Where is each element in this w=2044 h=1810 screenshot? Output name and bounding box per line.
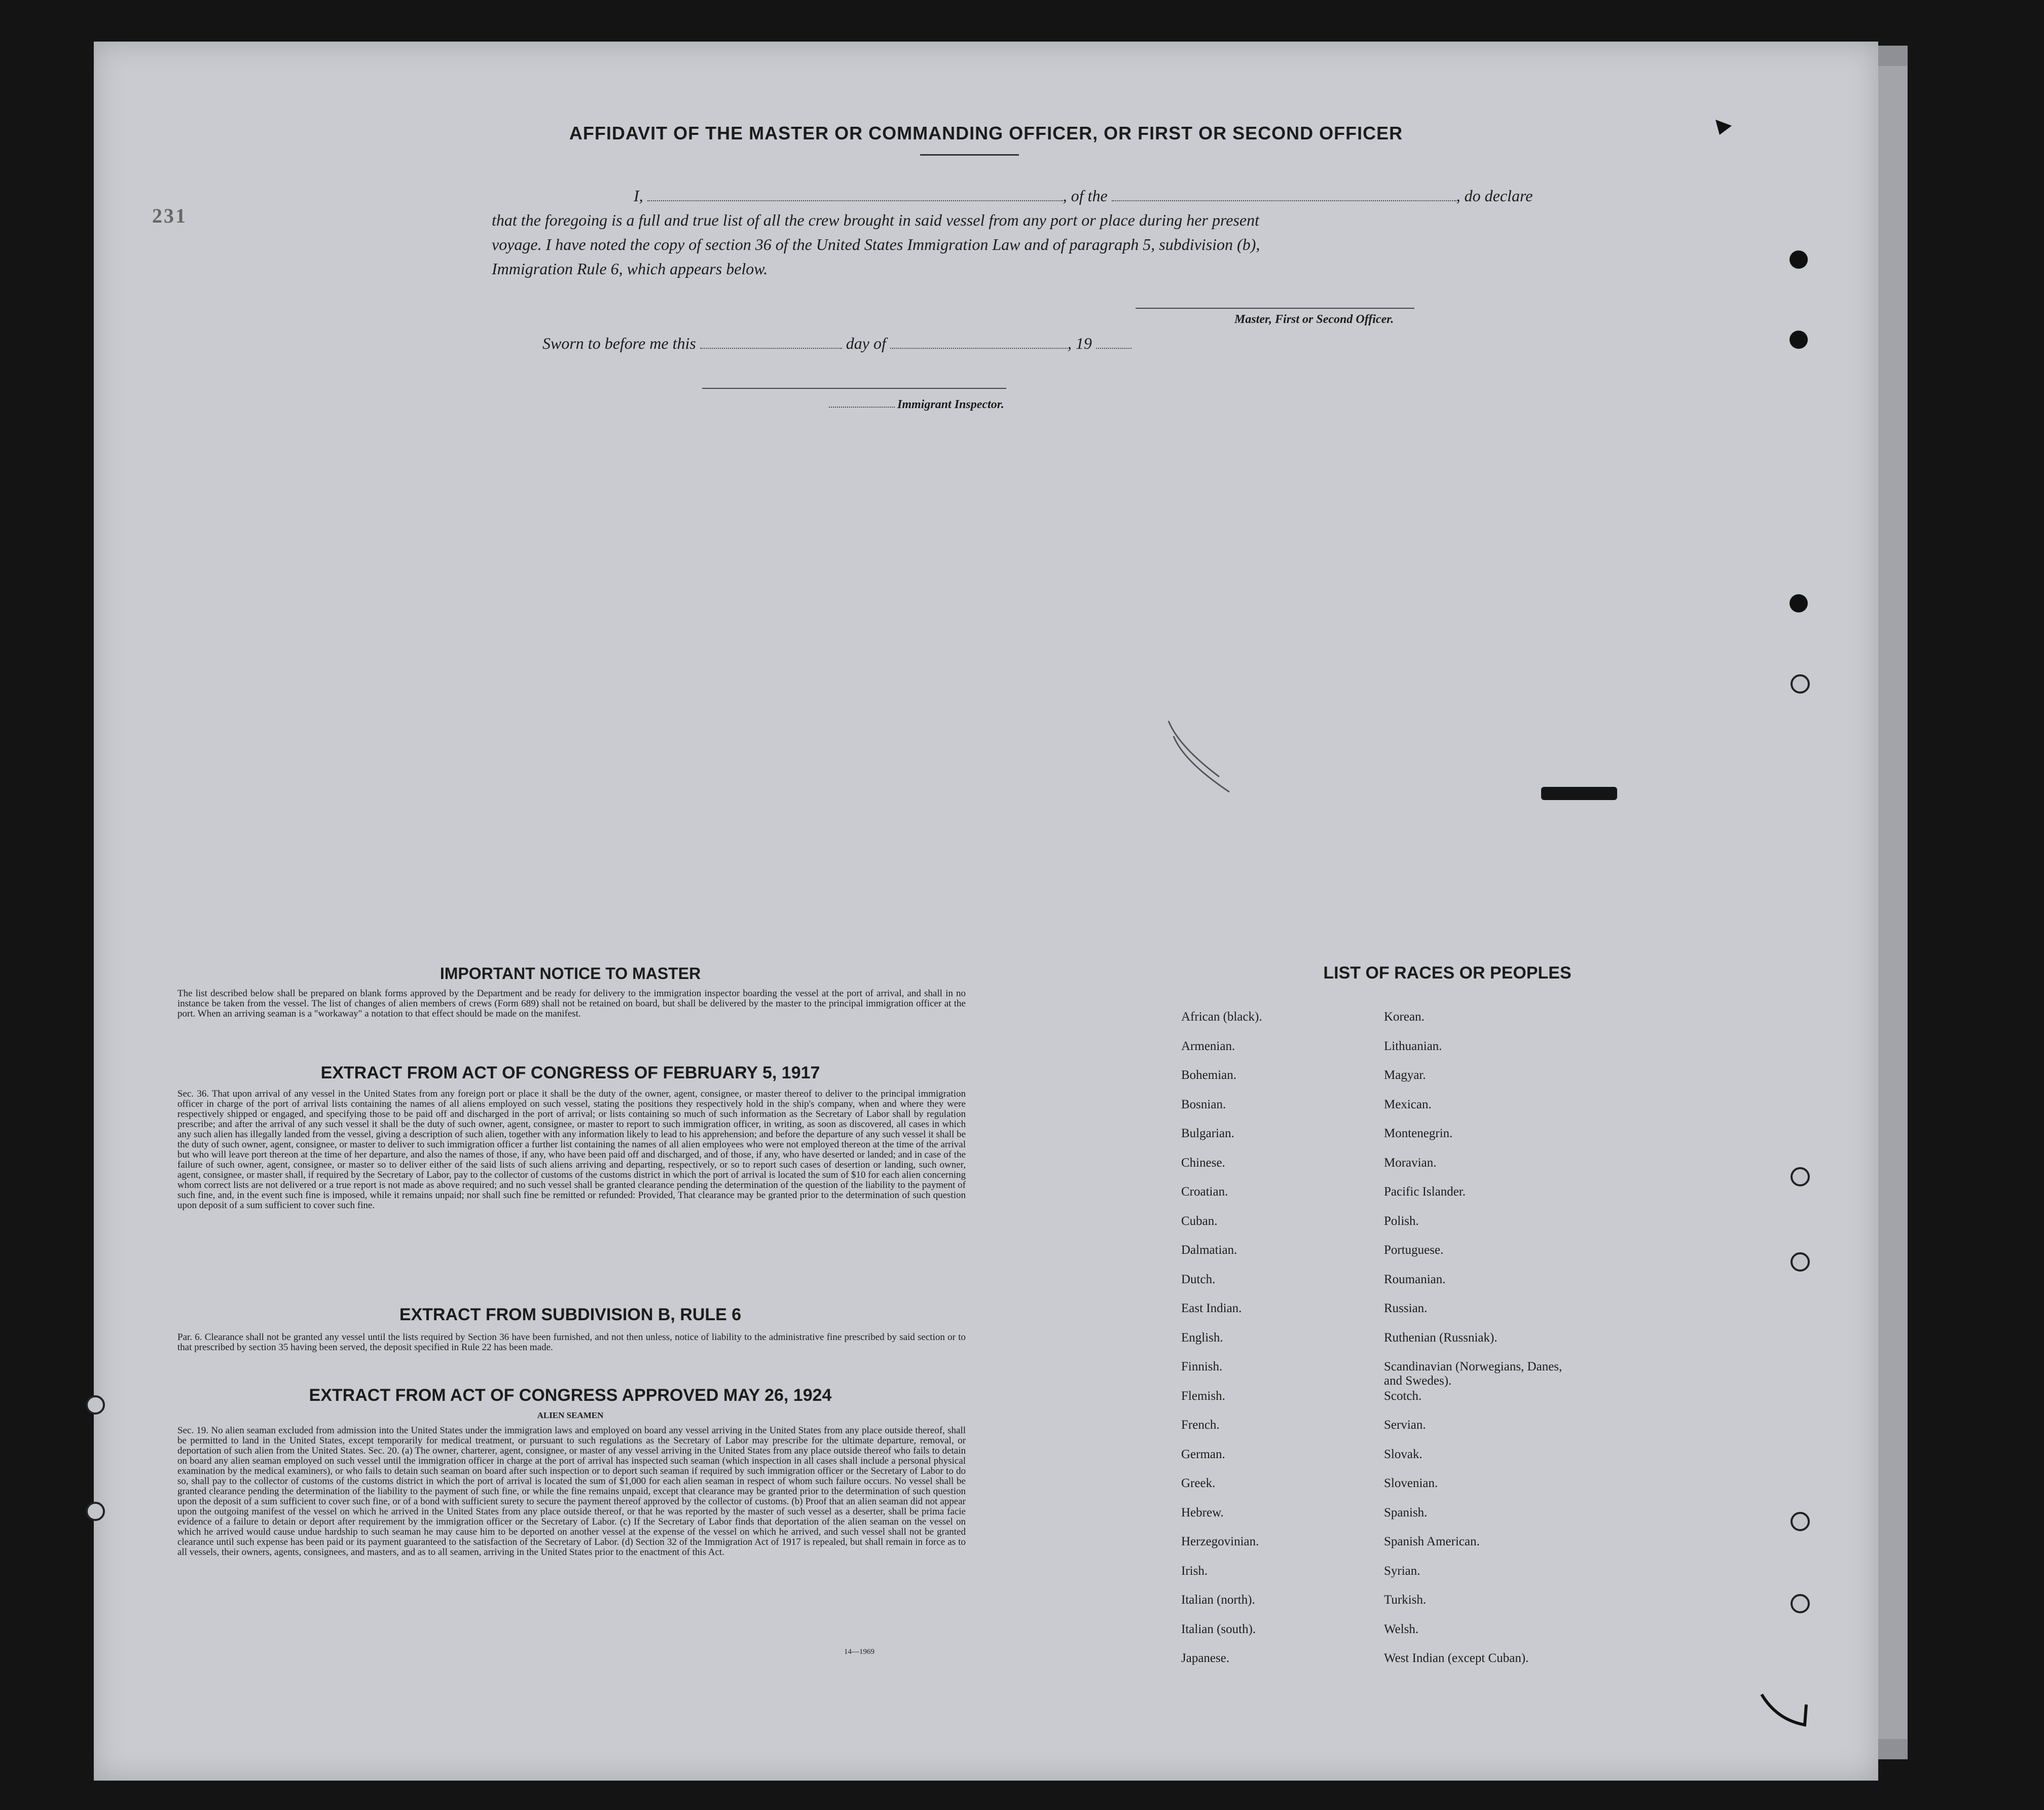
binder-hole	[1790, 250, 1808, 269]
name-field[interactable]	[647, 188, 1063, 201]
extract-rule6-title: EXTRACT FROM SUBDIVISION B, RULE 6	[399, 1305, 742, 1324]
race-item: Moravian.	[1384, 1155, 1437, 1170]
sworn-year: , 19	[1067, 334, 1092, 352]
declaration-line-1	[492, 184, 1607, 208]
race-item: Greek.	[1181, 1476, 1216, 1490]
notice-text: The list described below shall be prepared on blank forms approved by the Department and be ready for delivery to the immigration inspector boarding the vessel at the port of arrival, and shall in no instance be taken from the vessel. The list of changes of alien members of crews (Form 689) shall not be retained on board, but shall be delivered by the master to the principal immigration officer at the port. When an arriving seaman is a "workaway" a notation to that effect should be made on the manifest.	[177, 988, 966, 1019]
race-item: Japanese.	[1181, 1651, 1230, 1665]
extract-rule6-text: Par. 6. Clearance shall not be granted any vessel until the lists required by Section 36 have been furnished, and not then unless, notice of liability to the administrative fine prescribed by said section or to that prescribed by section 35 having been served, the deposit specified in Rule 22 has been made.	[177, 1332, 966, 1353]
race-item: Croatian.	[1181, 1185, 1228, 1199]
race-item: Bulgarian.	[1181, 1127, 1234, 1140]
master-signature-line[interactable]	[1136, 308, 1414, 309]
sworn-year-field[interactable]	[1096, 336, 1132, 349]
race-item: Mexican.	[1384, 1097, 1432, 1111]
sworn-prefix: Sworn to before me this	[542, 334, 696, 352]
race-item: Turkish.	[1384, 1593, 1427, 1607]
race-item: Scotch.	[1384, 1389, 1422, 1403]
inspector-dots	[829, 407, 895, 408]
race-item: Scandinavian (Norwegians, Danes, and Swedes).	[1384, 1360, 1562, 1388]
race-item: Cuban.	[1181, 1214, 1218, 1228]
scribble-mark	[1158, 716, 1239, 797]
race-item: East Indian.	[1181, 1301, 1242, 1315]
race-item: Magyar.	[1384, 1068, 1426, 1082]
races-column-1	[1181, 1010, 1384, 1720]
extract-1924-text: Sec. 19. No alien seaman excluded from admission into the United States under the immigration laws and employed on board any vessel arriving in the United States from any place outside thereof, shall be permitted to land in the United States, except temporarily for medical treatment, or pursuant to such regulations as the Secretary of Labor may prescribe for the ultimate departure, removal, or deportation of such alien from the United States. Sec. 20. (a) The owner, charterer, agent, consignee, or master of any vessel arriving in the United States from any place outside thereof who fails to detain on board any alien seaman employed on such vessel until the immigration officer in charge at the port of arrival has inspected such seaman (which inspection in all cases shall include a personal physical examination by the medical examiners), or who fails to detain such seaman on board after such inspection or to deport such seaman if required by such immigration officer or the Secretary of Labor to do so, shall pay to the collector of customs of the customs district in which the port of arrival is located the sum of $1,000 for each alien seaman in respect of whom such failure occurs. No vessel shall be granted clearance pending the determination of the liability to the payment of such fine, or while the fine remains unpaid, except that clearance may be granted prior to the determination of such question upon the deposit of a sum sufficient to cover such fine, or of a bond with sufficient surety to secure the payment thereof approved by the collector of customs. (b) Proof that an alien seaman did not appear upon the outgoing manifest of the vessel on which he arrived in the United States from any place outside thereof, or that he was reported by the master of such vessel as a deserter, shall be prima facie evidence of a failure to detain or deport after requirement by the immigration officer or the Secretary of Labor. (c) If the Secretary of Labor finds that deportation of the alien seaman on the vessel on which he arrived would cause undue hardship to such seaman he may cause him to be deported on another vessel at the expense of the vessel on which he arrived, and such vessel shall not be granted clearance until such expense has been paid or its payment guaranteed to the satisfaction of the Secretary of Labor. (d) Section 32 of the Immigration Act of 1917 is repealed, but shall remain in force as to all vessels, their owners, agents, consignees, and masters, and as to all seamen, arriving in the United States prior to the enactment of this Act.	[177, 1425, 966, 1558]
page-side-number: 231	[152, 204, 187, 227]
sworn-day-field[interactable]	[700, 336, 842, 349]
race-item: Slovak.	[1384, 1447, 1422, 1461]
race-item: Chinese.	[1181, 1155, 1225, 1170]
race-item: French.	[1181, 1418, 1220, 1432]
race-item: Roumanian.	[1384, 1272, 1446, 1286]
corner-arrow-icon	[1713, 118, 1734, 138]
binder-ring	[86, 1395, 105, 1415]
do-declare-label: , do declare	[1456, 187, 1533, 205]
notice-title: IMPORTANT NOTICE TO MASTER	[440, 964, 701, 983]
binder-ring	[1791, 1252, 1810, 1272]
race-item: Bohemian.	[1181, 1068, 1237, 1082]
extract-1917-text: Sec. 36. That upon arrival of any vessel in the United States from any foreign port or place it shall be the duty of the owner, agent, consignee, or master thereof to deliver to the principal immigration officer in charge of the port of arrival lists containing the names of all aliens employed on such vessel, stating the positions they respectively hold in the ship's company, when and where they were respectively shipped or engaged, and specifying those to be paid off and discharged in the port of arrival; or lists containing so much of such information as the Secretary of Labor shall by regulation prescribe; and after the arrival of any such vessel it shall be the duty of such owner, agent, consignee, or master to report to such immigration officer, in writing, as soon as discovered, all cases in which any such alien has illegally landed from the vessel, giving a description of such alien, together with any information likely to lead to his apprehension; and before the departure of any such vessel it shall be the duty of such owner, agent, consignee, or master to deliver to such immigration officer a further list containing the names of all alien employees who were not employed thereon at the time of the arrival but who will leave port thereon at the time of her departure, and also the names of those, if any, who have been paid off and discharged, and of those, if any, who have deserted or landed; and in case of the failure of such owner, agent, consignee, or master so to deliver either of the said lists of such aliens arriving and departing, respectively, or so to report such cases of desertion or landing, such owner, agent, consignee, or master shall, if required by the Secretary of Labor, pay to the collector of customs of the customs district in which the port of arrival is located the sum of $10 for each alien concerning whom correct lists are not delivered or a true report is not made as above required; and no such vessel shall be granted clearance pending the determination of the question of the liability to the payment of such fine, and, in the event such fine is imposed, while it remains unpaid; nor shall such fine be remitted or refunded: Provided, That clearance may be granted prior to the determination of such question upon deposit of a sum sufficient to cover such fine.	[177, 1089, 966, 1211]
race-item: Italian (south).	[1181, 1622, 1256, 1636]
binder-ring	[1791, 1594, 1810, 1613]
check-mark-icon	[1757, 1684, 1817, 1745]
race-item: Russian.	[1384, 1301, 1428, 1315]
race-item: Ruthenian (Russniak).	[1384, 1330, 1498, 1345]
binder-ring	[1791, 1167, 1810, 1186]
declaration-line-3: voyage. I have noted the copy of section 36 of the United States Immigration Law and of paragraph 5, subdivision (b),	[492, 235, 1260, 254]
binder-ring	[1791, 1512, 1810, 1531]
extract-1917-title: EXTRACT FROM ACT OF CONGRESS OF FEBRUARY 5, 1917	[320, 1063, 820, 1082]
of-the-label: , of the	[1063, 187, 1108, 205]
race-item: Welsh.	[1384, 1622, 1419, 1636]
form-number: 14—1969	[844, 1648, 874, 1656]
race-item: Portuguese.	[1384, 1243, 1444, 1257]
race-item: African (black).	[1181, 1010, 1262, 1024]
inspector-signature-line[interactable]	[702, 388, 1006, 389]
races-title: LIST OF RACES OR PEOPLES	[1323, 963, 1572, 983]
binder-ring	[1791, 674, 1810, 694]
binder-hole	[1790, 594, 1808, 612]
race-item: Armenian.	[1181, 1039, 1235, 1053]
declaration-line-4: Immigration Rule 6, which appears below.	[492, 260, 768, 278]
race-item: Dutch.	[1181, 1272, 1216, 1286]
race-item: Korean.	[1384, 1010, 1425, 1024]
race-item: Servian.	[1384, 1418, 1426, 1432]
race-item: Flemish.	[1181, 1389, 1225, 1403]
race-item: West Indian (except Cuban).	[1384, 1651, 1529, 1665]
binder-ring	[86, 1502, 105, 1521]
manifest-page	[94, 42, 1878, 1781]
race-item: Hebrew.	[1181, 1505, 1224, 1519]
sworn-month-field[interactable]	[890, 336, 1068, 349]
binder-hole	[1790, 331, 1808, 349]
sworn-day-of: day of	[846, 334, 886, 352]
race-item: Lithuanian.	[1384, 1039, 1442, 1053]
declaration-line-2: that the foregoing is a full and true list of all the crew brought in said vessel from any port or place during her present	[492, 211, 1259, 229]
race-item: Pacific Islander.	[1384, 1185, 1466, 1199]
race-item: Spanish American.	[1384, 1535, 1480, 1548]
i-label: I,	[634, 187, 643, 205]
race-item: Finnish.	[1181, 1360, 1223, 1373]
race-item: Spanish.	[1384, 1505, 1428, 1519]
race-item: Polish.	[1384, 1214, 1419, 1228]
race-item: Bosnian.	[1181, 1097, 1226, 1111]
master-caption: Master, First or Second Officer.	[1234, 313, 1394, 326]
extract-1924-subtitle: ALIEN SEAMEN	[537, 1410, 604, 1420]
race-item: German.	[1181, 1447, 1225, 1461]
races-column-2	[1384, 1010, 1637, 1720]
inspector-caption: Immigrant Inspector.	[897, 398, 1004, 411]
race-item: Slovenian.	[1384, 1476, 1438, 1490]
sworn-line	[542, 334, 1132, 353]
race-item: Dalmatian.	[1181, 1243, 1237, 1257]
race-item: Syrian.	[1384, 1564, 1420, 1578]
race-item: English.	[1181, 1330, 1223, 1345]
vessel-field[interactable]	[1112, 188, 1456, 201]
redaction-mark	[1541, 787, 1617, 800]
race-item: Herzegovinian.	[1181, 1535, 1259, 1548]
title-rule	[920, 154, 1019, 156]
race-item: Irish.	[1181, 1564, 1208, 1578]
race-item: Montenegrin.	[1384, 1127, 1453, 1140]
declaration-block	[492, 184, 1607, 281]
back-sheet-edge	[1876, 66, 1907, 1739]
race-item: Italian (north).	[1181, 1593, 1255, 1607]
extract-1924-title: EXTRACT FROM ACT OF CONGRESS APPROVED MAY 26, 1924	[309, 1386, 832, 1405]
affidavit-title: AFFIDAVIT OF THE MASTER OR COMMANDING OFFICER, OR FIRST OR SECOND OFFICER	[569, 123, 1403, 143]
